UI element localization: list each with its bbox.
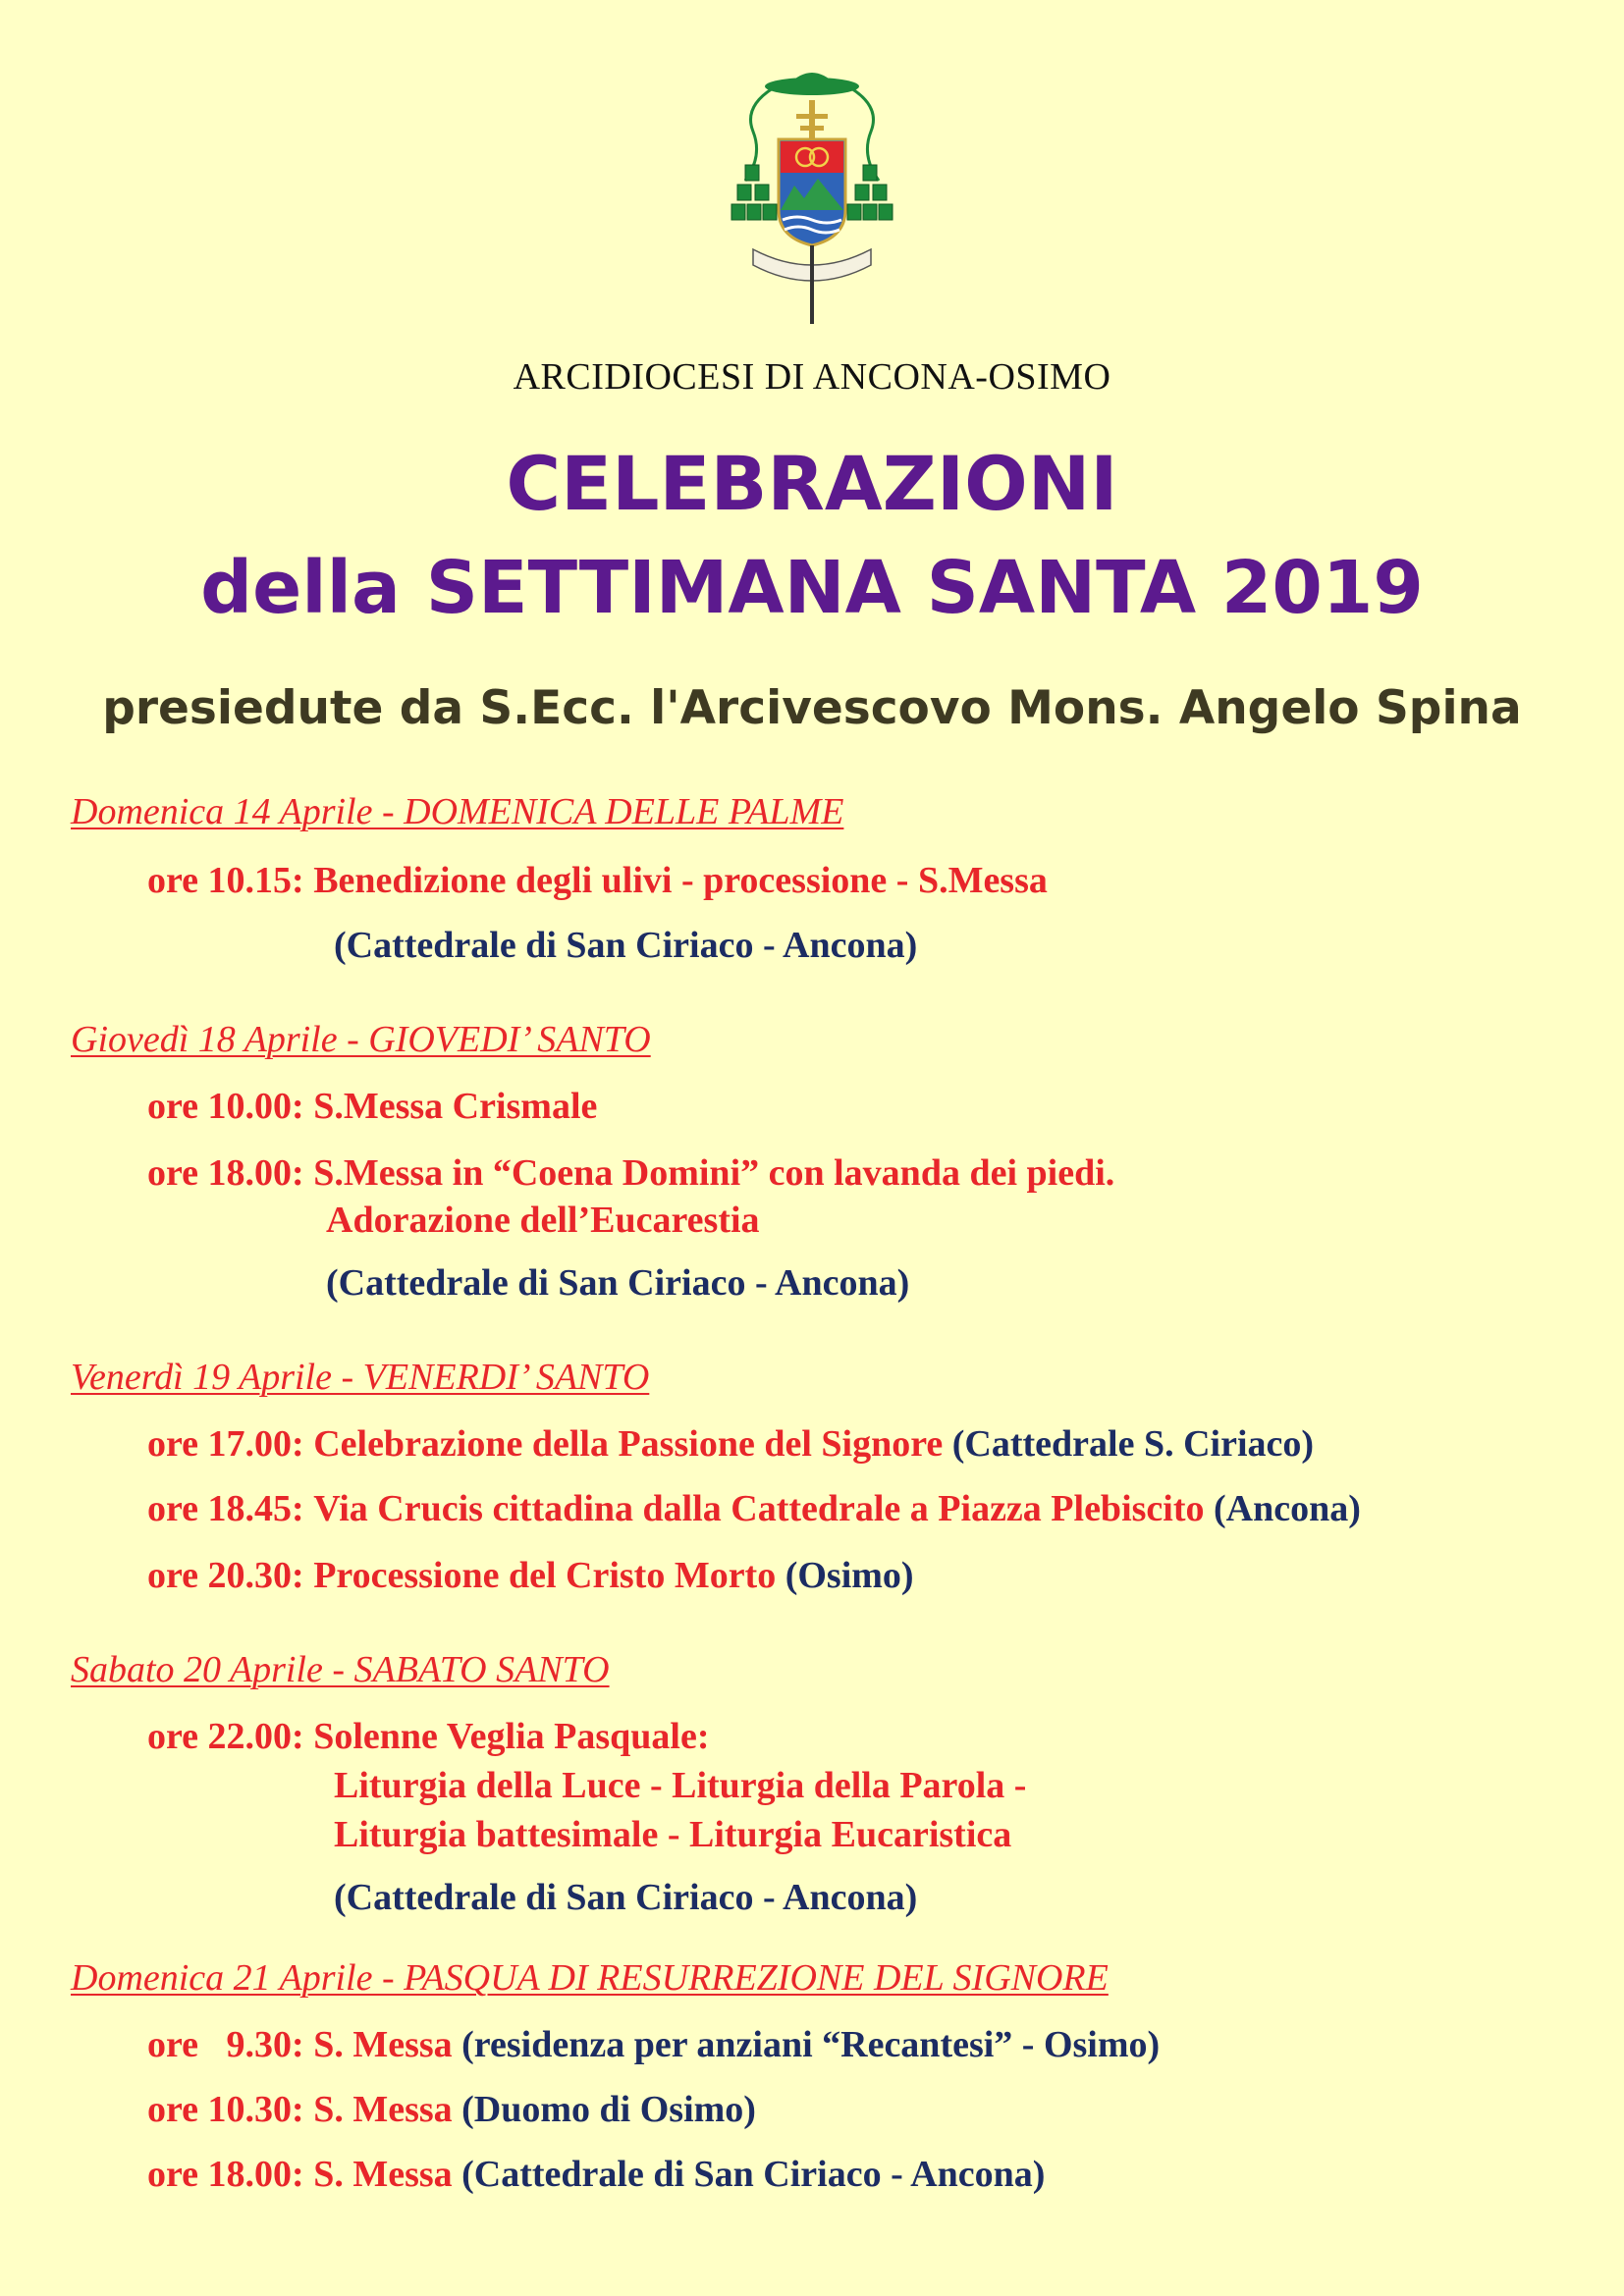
event-row xyxy=(147,1154,1114,1192)
event-text-continued: Liturgia della Luce - Liturgia della Parola - xyxy=(334,1765,1027,1806)
page-title-line-2: della SETTIMANA SANTA 2019 xyxy=(200,546,1424,630)
event-row xyxy=(147,2091,756,2128)
location-text: (Cattedrale di San Ciriaco - Ancona) xyxy=(334,1877,918,1918)
event-place: (Osimo) xyxy=(785,1555,914,1596)
event-time: ore 18.00: xyxy=(147,2154,304,2195)
event-time: ore 9.30: xyxy=(147,2024,304,2065)
event-time: ore 18.00: xyxy=(147,1152,304,1194)
event-row xyxy=(147,1088,597,1125)
event-row xyxy=(147,1490,1361,1527)
page-title-line-1: CELEBRAZIONI xyxy=(506,440,1118,527)
day-heading: Giovedì 18 Aprile - GIOVEDI’ SANTO xyxy=(71,1019,651,1060)
day-heading: Domenica 14 Aprile - DOMENICA DELLE PALME xyxy=(71,791,844,832)
event-row xyxy=(147,1557,914,1594)
event-text: Benedizione degli ulivi - processione - S.Messa xyxy=(313,860,1048,901)
day-heading: Venerdì 19 Aprile - VENERDI’ SANTO xyxy=(71,1357,650,1398)
event-row xyxy=(147,1718,710,1755)
event-time: ore 22.00: xyxy=(147,1716,304,1757)
event-time: ore 10.15: xyxy=(147,860,304,901)
event-time: ore 10.30: xyxy=(147,2089,304,2130)
event-place: (residenza per anziani “Recantesi” - Osimo) xyxy=(461,2024,1161,2065)
event-text: S.Messa in “Coena Domini” con lavanda dei piedi. xyxy=(313,1152,1115,1194)
location-text: (Cattedrale di San Ciriaco - Ancona) xyxy=(326,1262,910,1304)
event-text: S. Messa xyxy=(313,2024,453,2065)
day-heading: Sabato 20 Aprile - SABATO SANTO xyxy=(71,1649,610,1690)
event-text: Via Crucis cittadina dalla Cattedrale a Piazza Plebiscito xyxy=(313,1488,1205,1529)
event-time: ore 10.00: xyxy=(147,1086,304,1127)
event-row xyxy=(147,862,1048,899)
diocese-name: ARCIDIOCESI DI ANCONA-OSIMO xyxy=(513,356,1111,398)
event-row xyxy=(147,1425,1314,1463)
event-text: Celebrazione della Passione del Signore xyxy=(313,1423,944,1465)
event-text-continued: Liturgia battesimale - Liturgia Eucaristica xyxy=(334,1814,1012,1855)
event-text: S.Messa Crismale xyxy=(313,1086,598,1127)
day-heading: Domenica 21 Aprile - PASQUA DI RESURREZIONE DEL SIGNORE xyxy=(71,1957,1109,1999)
event-text: S. Messa xyxy=(313,2154,453,2195)
page-subtitle: presiedute da S.Ecc. l'Arcivescovo Mons. Angelo Spina xyxy=(102,681,1522,735)
event-place: (Duomo di Osimo) xyxy=(461,2089,756,2130)
event-place: (Cattedrale S. Ciriaco) xyxy=(951,1423,1315,1465)
location-text: (Cattedrale di San Ciriaco - Ancona) xyxy=(334,925,918,966)
event-text: S. Messa xyxy=(313,2089,453,2130)
event-time: ore 17.00: xyxy=(147,1423,304,1465)
event-place: (Ancona) xyxy=(1214,1488,1361,1529)
event-row xyxy=(147,2026,1160,2063)
event-time: ore 20.30: xyxy=(147,1555,304,1596)
event-row xyxy=(147,2156,1045,2193)
event-text-continued: Adorazione dell’Eucarestia xyxy=(326,1200,760,1241)
event-time: ore 18.45: xyxy=(147,1488,304,1529)
event-place: (Cattedrale di San Ciriaco - Ancona) xyxy=(461,2154,1046,2195)
event-text: Processione del Cristo Morto xyxy=(313,1555,777,1596)
event-text: Solenne Veglia Pasquale: xyxy=(313,1716,710,1757)
